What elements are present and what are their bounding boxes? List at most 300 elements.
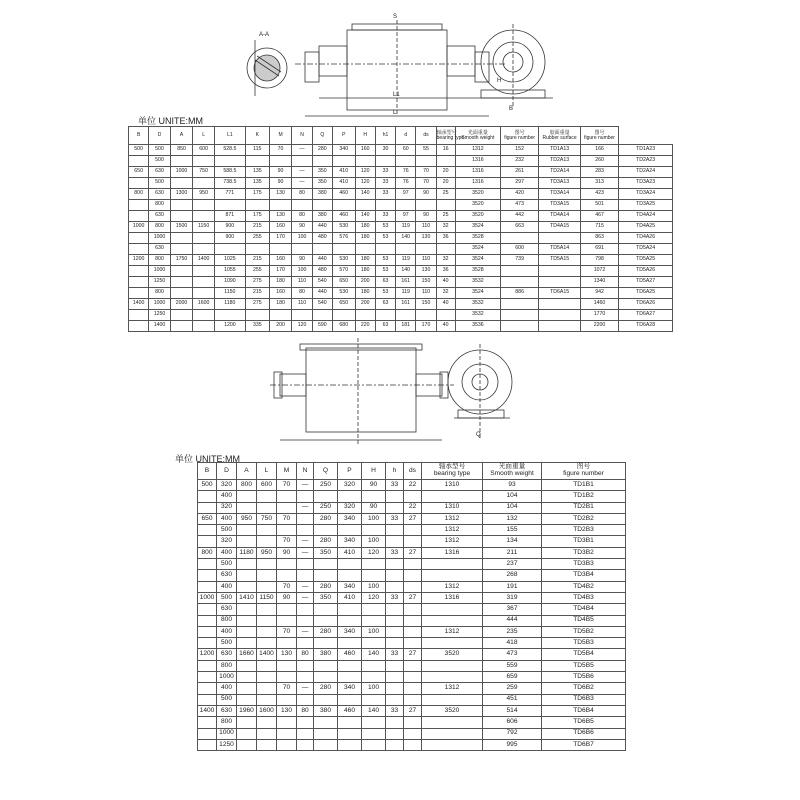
table-cell	[277, 672, 297, 683]
table-cell: 70	[269, 145, 292, 156]
table-cell	[292, 244, 312, 255]
table-cell: 1400	[193, 255, 214, 266]
table-cell	[436, 244, 455, 255]
table-cell	[404, 683, 422, 694]
table-row	[198, 592, 626, 603]
table-cell: 630	[149, 167, 170, 178]
table-cell	[257, 694, 277, 705]
table-cell: 528.5	[214, 145, 245, 156]
table-cell	[297, 491, 314, 502]
table-cell: TD4B5	[542, 615, 626, 626]
table-cell	[404, 559, 422, 570]
column-header: h	[386, 463, 404, 480]
table-row	[129, 189, 673, 200]
table-cell: —	[292, 178, 312, 189]
table-cell: 115	[245, 145, 269, 156]
table-cell: 1180	[237, 547, 257, 558]
table-cell	[297, 615, 314, 626]
column-header: 胶面重量 Rubber surface	[539, 127, 581, 145]
table-cell	[269, 200, 292, 211]
table-row	[198, 649, 626, 660]
table-cell: 800	[149, 288, 170, 299]
column-header: H	[362, 463, 386, 480]
table-cell	[193, 321, 214, 332]
table-row	[198, 570, 626, 581]
table-cell: 119	[396, 288, 416, 299]
table-cell: 871	[214, 211, 245, 222]
table-cell: 420	[501, 189, 539, 200]
table-cell	[338, 604, 362, 615]
table-cell: TD4A25	[619, 222, 673, 233]
table-row	[198, 581, 626, 592]
table-cell	[355, 244, 375, 255]
table-cell	[404, 525, 422, 536]
table-cell: 380	[314, 649, 338, 660]
table-cell: 120	[362, 547, 386, 558]
column-header: ds	[404, 463, 422, 480]
table-cell: 418	[483, 638, 542, 649]
table-cell	[257, 728, 277, 739]
table-cell: 33	[386, 547, 404, 558]
table-cell: 1400	[198, 705, 217, 716]
table-cell: 630	[149, 189, 170, 200]
table-cell: TD3A13	[539, 178, 581, 189]
table-cell: 460	[338, 649, 362, 660]
table-cell	[312, 244, 332, 255]
table-cell: TD3A23	[619, 178, 673, 189]
table-cell: 100	[362, 513, 386, 524]
table-cell: 1316	[455, 167, 500, 178]
table-cell	[332, 244, 355, 255]
table-cell: 130	[277, 705, 297, 716]
table-cell: 950	[237, 513, 257, 524]
table-cell: 280	[314, 513, 338, 524]
table-cell: 630	[149, 244, 170, 255]
table-cell: 319	[483, 592, 542, 603]
table-cell	[170, 156, 193, 167]
table-cell	[198, 728, 217, 739]
table-cell: TD6B2	[542, 683, 626, 694]
table-cell: 1316	[422, 592, 483, 603]
table-cell: 400	[217, 581, 237, 592]
table-cell: 55	[416, 145, 436, 156]
table-cell: 380	[312, 189, 332, 200]
table-cell: 1960	[237, 705, 257, 716]
table-cell	[297, 672, 314, 683]
table-cell: 200	[355, 277, 375, 288]
table-cell: 460	[332, 211, 355, 222]
table-cell: 540	[312, 299, 332, 310]
table-cell: 500	[149, 156, 170, 167]
table-row	[198, 513, 626, 524]
table-cell: 1000	[170, 167, 193, 178]
table-cell: 473	[501, 200, 539, 211]
table-cell: 175	[245, 211, 269, 222]
table-cell	[314, 672, 338, 683]
table-cell	[257, 604, 277, 615]
table-cell	[404, 672, 422, 683]
table-row	[129, 288, 673, 299]
table-cell	[170, 200, 193, 211]
table-cell: 995	[483, 739, 542, 750]
table-cell: 70	[277, 683, 297, 694]
table-cell	[297, 728, 314, 739]
table-cell: TD4B2	[542, 581, 626, 592]
table-cell: 30	[375, 145, 395, 156]
table-cell	[338, 491, 362, 502]
table-cell	[375, 244, 395, 255]
table-cell	[404, 536, 422, 547]
table-cell	[277, 559, 297, 570]
table-cell: 320	[338, 502, 362, 513]
table-cell	[404, 615, 422, 626]
table-cell: TD6B6	[542, 728, 626, 739]
table-cell: 590	[312, 321, 332, 332]
column-header: 光面重量 Smooth weight	[455, 127, 500, 145]
table-cell: 1000	[149, 266, 170, 277]
table-cell: TD4A14	[539, 211, 581, 222]
table-cell	[257, 638, 277, 649]
table-cell: 691	[580, 244, 618, 255]
table-cell: 800	[237, 480, 257, 491]
table-cell	[386, 525, 404, 536]
table-cell: 36	[436, 233, 455, 244]
table-cell: 950	[193, 189, 214, 200]
table-cell	[297, 604, 314, 615]
table-cell	[193, 277, 214, 288]
table-cell: 1200	[214, 321, 245, 332]
table-cell: 215	[245, 255, 269, 266]
table-cell	[539, 299, 581, 310]
table-cell: —	[297, 592, 314, 603]
table-cell	[297, 739, 314, 750]
table-cell: 650	[332, 277, 355, 288]
table-header-row	[198, 463, 626, 480]
table-cell: TD3A24	[619, 189, 673, 200]
table-cell: 180	[355, 266, 375, 277]
column-header: d	[396, 127, 416, 145]
table-cell: —	[292, 167, 312, 178]
table-cell: 1312	[422, 626, 483, 637]
table-row	[198, 739, 626, 750]
table-cell: 27	[404, 649, 422, 660]
table-cell: 170	[416, 321, 436, 332]
table-cell: 90	[292, 255, 312, 266]
table-cell: 444	[483, 615, 542, 626]
table-cell: TD6B7	[542, 739, 626, 750]
table-cell: TD5B2	[542, 626, 626, 637]
table-cell	[269, 156, 292, 167]
table-cell	[129, 288, 149, 299]
table-cell	[338, 559, 362, 570]
table-cell: 70	[277, 581, 297, 592]
table-cell	[257, 626, 277, 637]
table-cell	[422, 491, 483, 502]
table-cell: 1300	[170, 189, 193, 200]
table-cell	[170, 178, 193, 189]
table-cell: 53	[375, 233, 395, 244]
table-cell: 275	[245, 277, 269, 288]
table-cell: 120	[355, 178, 375, 189]
table-cell: 320	[217, 502, 237, 513]
table-cell: 1090	[214, 277, 245, 288]
table-cell	[314, 559, 338, 570]
table-cell: TD6B3	[542, 694, 626, 705]
table-cell	[277, 638, 297, 649]
table-cell: TD3A15	[539, 200, 581, 211]
table-cell: 40	[436, 299, 455, 310]
table-cell: 410	[332, 167, 355, 178]
table-cell: 350	[312, 167, 332, 178]
table-cell	[404, 638, 422, 649]
table-cell: 150	[416, 299, 436, 310]
table-cell	[237, 491, 257, 502]
table-cell: —	[292, 145, 312, 156]
table-cell	[297, 559, 314, 570]
table-row	[129, 277, 673, 288]
table-cell: 800	[149, 255, 170, 266]
table-cell	[386, 626, 404, 637]
table-cell	[214, 156, 245, 167]
table-cell	[501, 321, 539, 332]
pulley-drawing-top	[235, 10, 565, 120]
table-cell: 500	[217, 525, 237, 536]
table-cell	[297, 570, 314, 581]
table-cell: 1400	[149, 321, 170, 332]
table-cell: 1072	[580, 266, 618, 277]
table-cell: 1312	[422, 525, 483, 536]
table-cell: 120	[292, 321, 312, 332]
table-cell: 2000	[170, 299, 193, 310]
table-cell: 268	[483, 570, 542, 581]
table-cell: 70	[277, 480, 297, 491]
table-cell	[129, 310, 149, 321]
label-l1: L1	[393, 92, 400, 98]
table-cell: 20	[436, 167, 455, 178]
table-cell: 280	[312, 145, 332, 156]
table-cell	[362, 717, 386, 728]
table-cell: TD2A24	[619, 167, 673, 178]
table-cell: 1312	[422, 536, 483, 547]
table-cell: 132	[483, 513, 542, 524]
table-cell	[396, 244, 416, 255]
table-cell	[314, 615, 338, 626]
table-cell: 25	[436, 211, 455, 222]
table-cell	[297, 525, 314, 536]
table-cell: 942	[580, 288, 618, 299]
table-cell: TD5A25	[619, 255, 673, 266]
table-cell: 140	[355, 189, 375, 200]
table-cell	[362, 728, 386, 739]
table-cell	[422, 728, 483, 739]
table-cell: 33	[375, 211, 395, 222]
table-cell: 90	[269, 167, 292, 178]
table-cell: TD1B2	[542, 491, 626, 502]
table-row	[198, 604, 626, 615]
table-cell: 32	[436, 222, 455, 233]
table-cell	[277, 660, 297, 671]
table-cell: 350	[312, 178, 332, 189]
table-cell	[332, 200, 355, 211]
table-cell: 600	[193, 145, 214, 156]
table-cell: 3532	[455, 277, 500, 288]
table-cell	[237, 502, 257, 513]
table-cell	[297, 660, 314, 671]
table-cell: 235	[483, 626, 542, 637]
table-row	[129, 266, 673, 277]
table-cell	[277, 502, 297, 513]
table-cell: 100	[362, 626, 386, 637]
table-cell	[198, 638, 217, 649]
table-cell: 500	[129, 145, 149, 156]
table-cell: 1410	[237, 592, 257, 603]
table-cell	[386, 739, 404, 750]
table-cell	[404, 570, 422, 581]
table-cell: TD2B1	[542, 502, 626, 513]
table-cell	[386, 717, 404, 728]
table-cell: 1316	[455, 156, 500, 167]
table-cell: 32	[436, 288, 455, 299]
table-cell: 576	[332, 233, 355, 244]
table-cell: 33	[375, 178, 395, 189]
table-cell: —	[297, 536, 314, 547]
table-cell	[314, 660, 338, 671]
table-cell: 135	[245, 167, 269, 178]
table-cell	[404, 717, 422, 728]
table-cell: 280	[314, 581, 338, 592]
table-cell: 900	[214, 233, 245, 244]
table-cell: 1150	[257, 592, 277, 603]
table-cell: 90	[362, 502, 386, 513]
table-cell: 335	[245, 321, 269, 332]
table-cell: 1312	[422, 581, 483, 592]
table-cell	[416, 200, 436, 211]
table-cell: 1150	[193, 222, 214, 233]
table-cell	[170, 288, 193, 299]
table-cell: 140	[355, 211, 375, 222]
column-header: 轴承型号 bearing type	[436, 127, 455, 145]
table-cell	[237, 683, 257, 694]
table-cell	[386, 615, 404, 626]
table-cell: 500	[217, 694, 237, 705]
table-cell	[257, 525, 277, 536]
table-cell: 500	[149, 178, 170, 189]
table-cell	[362, 615, 386, 626]
table-cell	[237, 717, 257, 728]
column-header: N	[297, 463, 314, 480]
table-cell: 130	[416, 233, 436, 244]
table-cell	[237, 570, 257, 581]
table-cell: TD3B3	[542, 559, 626, 570]
table-cell	[129, 266, 149, 277]
table-cell: 275	[245, 299, 269, 310]
table-cell: 350	[314, 547, 338, 558]
table-row	[129, 145, 673, 156]
table-cell: 280	[314, 683, 338, 694]
table-cell: 160	[269, 288, 292, 299]
table-cell	[539, 277, 581, 288]
table-cell: —	[297, 683, 314, 694]
table-cell: 119	[396, 255, 416, 266]
table-row	[129, 211, 673, 222]
table-cell: 950	[257, 547, 277, 558]
table-cell: 800	[217, 615, 237, 626]
table-cell: TD5A24	[619, 244, 673, 255]
table-cell: 80	[292, 211, 312, 222]
table-cell	[277, 525, 297, 536]
table-cell	[386, 694, 404, 705]
table-cell: 70	[416, 167, 436, 178]
table-cell: 170	[269, 266, 292, 277]
table-cell: 150	[416, 277, 436, 288]
table-cell	[170, 266, 193, 277]
table-cell	[362, 604, 386, 615]
table-cell	[375, 310, 395, 321]
table-cell: 191	[483, 581, 542, 592]
table-row	[198, 525, 626, 536]
table-cell: TD6B4	[542, 705, 626, 716]
table-cell	[277, 728, 297, 739]
table-cell	[386, 728, 404, 739]
table-cell: 33	[386, 592, 404, 603]
table-cell	[214, 310, 245, 321]
table-cell: 1200	[198, 649, 217, 660]
table-cell: 460	[332, 189, 355, 200]
table-cell	[237, 694, 257, 705]
table-cell: 738.5	[214, 178, 245, 189]
table-cell	[198, 626, 217, 637]
table-cell: 3528	[455, 233, 500, 244]
column-header: M	[269, 127, 292, 145]
table-cell: 340	[332, 145, 355, 156]
table-cell: 283	[580, 167, 618, 178]
table-cell: 540	[312, 277, 332, 288]
table-cell	[198, 694, 217, 705]
table-cell: 400	[217, 491, 237, 502]
table-cell	[539, 321, 581, 332]
table-cell	[257, 536, 277, 547]
table-cell: 53	[375, 222, 395, 233]
table-cell: 480	[312, 266, 332, 277]
table-cell: 1000	[149, 233, 170, 244]
table-cell	[245, 310, 269, 321]
table-cell	[422, 615, 483, 626]
table-cell	[269, 310, 292, 321]
table-cell: 863	[580, 233, 618, 244]
table-cell: 160	[269, 255, 292, 266]
table-cell: 530	[332, 255, 355, 266]
table-cell: TD3A14	[539, 189, 581, 200]
table-cell	[416, 310, 436, 321]
table-cell: 3520	[422, 649, 483, 660]
table-cell: TD2A13	[539, 156, 581, 167]
table-cell: 800	[198, 547, 217, 558]
table-cell: 166	[580, 145, 618, 156]
label-b: B	[509, 106, 514, 112]
table-cell: 1316	[422, 547, 483, 558]
table-row	[129, 178, 673, 189]
table-cell: 134	[483, 536, 542, 547]
table-cell: 255	[245, 233, 269, 244]
table-cell: 500	[198, 480, 217, 491]
table-cell	[193, 233, 214, 244]
table-cell	[355, 156, 375, 167]
table-cell: 161	[396, 299, 416, 310]
table-cell	[292, 156, 312, 167]
table-cell: 76	[396, 167, 416, 178]
table-cell	[198, 536, 217, 547]
table-cell: 180	[355, 233, 375, 244]
